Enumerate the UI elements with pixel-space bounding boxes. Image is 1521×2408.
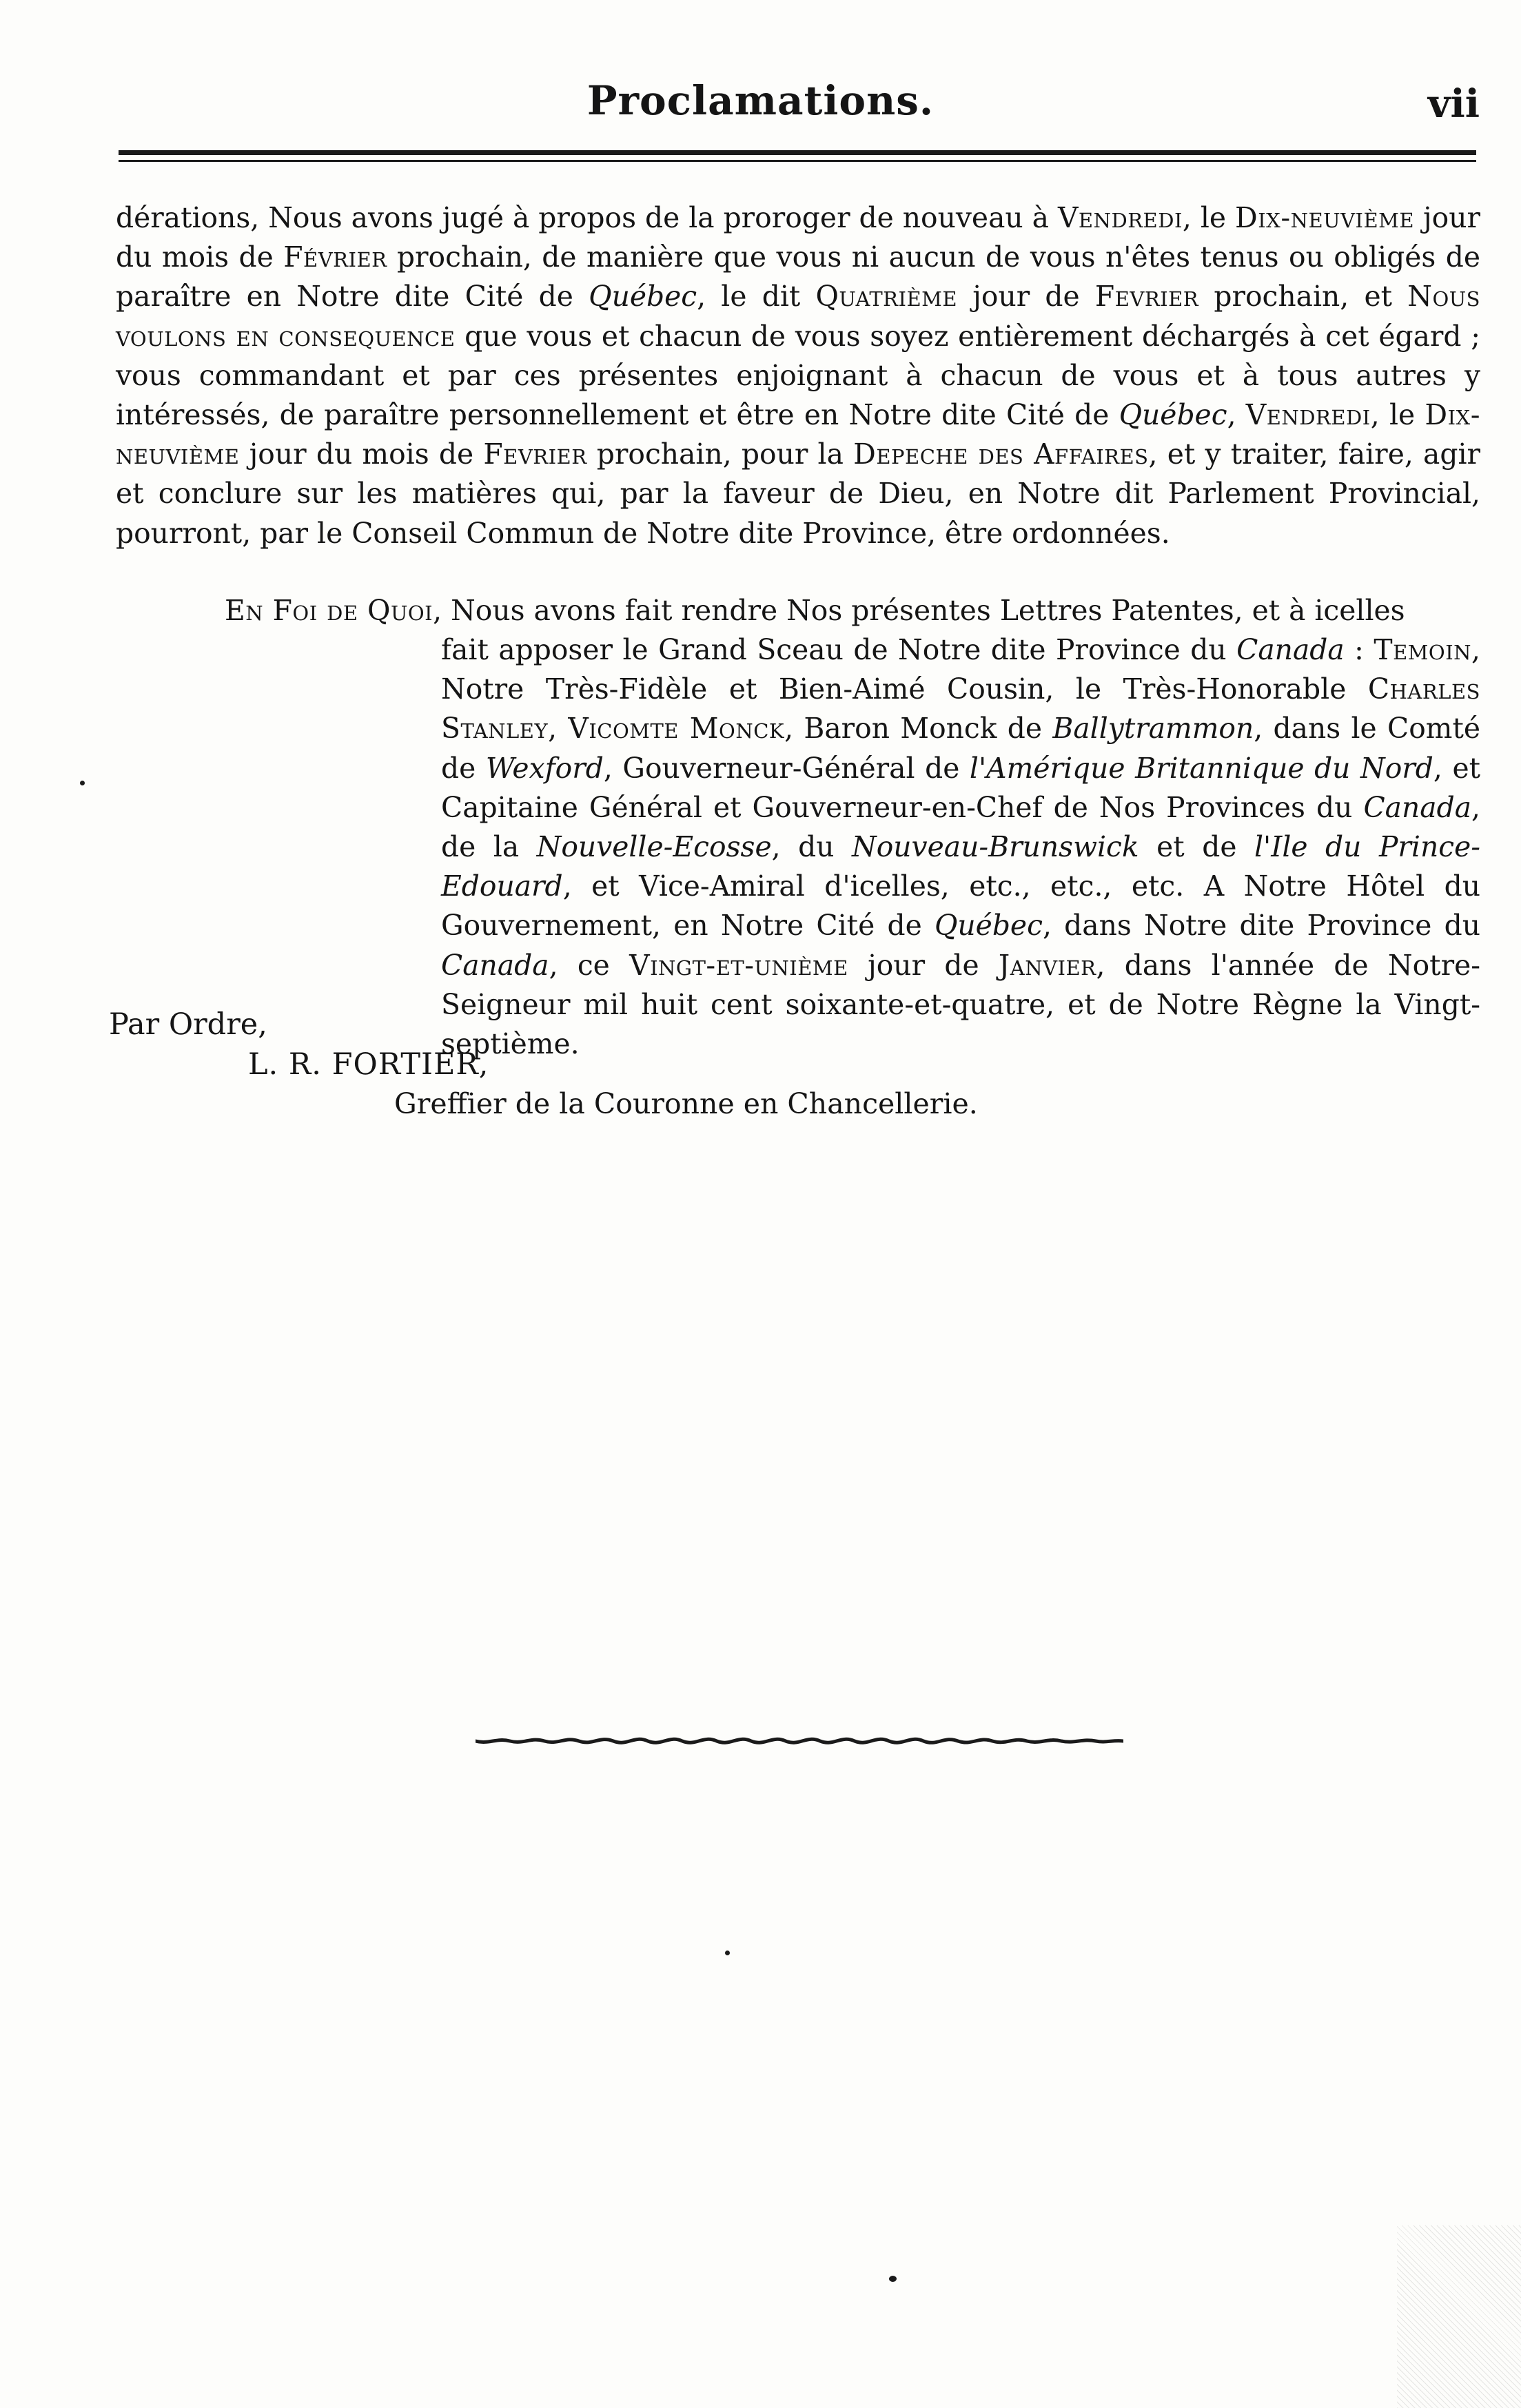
text-run: : bbox=[1344, 633, 1374, 666]
text-run: , et y traiter, faire, agir et conclure sur les matières qui, par la faveur de Dieu, en Notre dit Parlement Provincial, pourront, par le Conseil Commun de Notre dite Province, être ordonnées. bbox=[116, 438, 1480, 550]
italic-run: l'Amérique Britannique du Nord bbox=[969, 751, 1433, 785]
text-run: jour du mois de bbox=[116, 201, 1480, 274]
text-run: et de bbox=[1139, 830, 1254, 864]
text-run: prochain, de manière que vous ni aucun de vous n'êtes tenus ou obligés de paraître en Notre dite Cité de bbox=[116, 240, 1480, 313]
small-caps-run: Fevrier bbox=[483, 438, 587, 471]
text-run: , le dit bbox=[697, 280, 816, 313]
small-caps-run: Dix-neuvième bbox=[116, 398, 1480, 471]
italic-run: Wexford bbox=[485, 751, 604, 785]
text-run: , Baron Monck de bbox=[784, 712, 1053, 745]
text-run: , et Capitaine Général et Gouverneur-en-Chef de Nos Provinces du bbox=[441, 751, 1480, 824]
small-caps-run: Quatrième bbox=[815, 280, 958, 313]
signatory-name: L. R. FORTIER, bbox=[248, 1047, 489, 1082]
text-run: , Notre Très-Fidèle et Bien-Aimé Cousin, le Très-Honorable bbox=[441, 633, 1481, 706]
text-run: , Gouverneur-Général de bbox=[603, 751, 970, 785]
page-number: vii bbox=[1427, 81, 1480, 127]
small-caps-run: Depeche des Affaires bbox=[853, 438, 1149, 471]
header-rule-thin bbox=[119, 160, 1476, 162]
italic-run: Nouveau-Brunswick bbox=[852, 830, 1139, 864]
text-run: dérations, Nous avons jugé à propos de la proroger de nouveau à bbox=[116, 201, 1058, 234]
par-ordre: Par Ordre, bbox=[109, 1007, 267, 1042]
italic-run: Nouvelle-Ecosse bbox=[536, 830, 772, 864]
text-run: jour de bbox=[957, 280, 1095, 313]
attestation-body bbox=[441, 630, 1480, 1064]
text-run: , bbox=[1227, 398, 1246, 432]
scan-noise bbox=[1397, 2225, 1521, 2408]
small-caps-run: Vingt-et-unième bbox=[629, 948, 848, 982]
text-run: fait apposer le Grand Sceau de Notre dite Province du bbox=[441, 633, 1237, 666]
text-run: , ce bbox=[549, 948, 630, 982]
text-run: prochain, pour la bbox=[586, 438, 854, 471]
italic-run: Canada bbox=[1236, 633, 1345, 666]
small-caps-run: Dix-neuvième bbox=[1235, 201, 1415, 234]
ink-speck bbox=[725, 1951, 730, 1955]
text-run: jour de bbox=[848, 948, 999, 982]
proclamation-paragraph bbox=[116, 198, 1480, 553]
small-caps-run: Temoin bbox=[1374, 633, 1472, 666]
running-title: Proclamations. bbox=[586, 77, 935, 124]
text-run: , et Vice-Amiral d'icelles, etc., etc., etc. A Notre Hôtel du Gouvernement, en Notre Cité de bbox=[441, 869, 1480, 943]
text-run: prochain, et bbox=[1198, 280, 1408, 313]
ink-speck bbox=[889, 2276, 897, 2282]
signatory-title: Greffier de la Couronne en Chancellerie. bbox=[394, 1087, 978, 1120]
italic-run: Ballytrammon bbox=[1052, 712, 1254, 745]
text-run: , dans l'année de Notre-Seigneur mil huit cent soixante-et-quatre, et de Notre Règne la Vingt-septième. bbox=[441, 948, 1480, 1061]
small-caps-run: Février bbox=[283, 240, 387, 274]
text-run: , le bbox=[1370, 398, 1425, 432]
header-double-rule bbox=[119, 150, 1476, 167]
text-run: , du bbox=[771, 830, 853, 864]
attestation-lead bbox=[225, 591, 1480, 630]
small-caps-run: Nous voulons en consequence bbox=[116, 280, 1481, 353]
text-run: , de la bbox=[441, 790, 1480, 864]
italic-run: Canada bbox=[1363, 790, 1472, 824]
italic-run: l'Ile du Prince-Edouard bbox=[441, 830, 1481, 903]
small-caps-run: Vendredi bbox=[1057, 201, 1183, 234]
small-caps-run: Vendredi bbox=[1245, 398, 1371, 432]
small-caps-run: Janvier bbox=[998, 948, 1096, 982]
text-run: , Nous avons fait rendre Nos présentes Lettres Patentes, et à icelles bbox=[433, 594, 1405, 627]
small-caps-run: En Foi de Quoi bbox=[225, 594, 433, 627]
italic-run: Canada bbox=[441, 948, 549, 982]
text-run: que vous et chacun de vous soyez entièrement déchargés à cet égard ; vous commandant et par ces présentes enjoignant à chacun de vous et à tous autres y intéressés, de paraître personnellement et être en Notre dite Cité de bbox=[116, 319, 1480, 432]
text-run: , le bbox=[1182, 201, 1236, 234]
italic-run: Québec bbox=[1119, 398, 1227, 432]
italic-run: Québec bbox=[589, 280, 697, 313]
small-caps-run: Charles Stanley, Vicomte Monck bbox=[441, 672, 1480, 745]
small-caps-run: Fevrier bbox=[1094, 280, 1199, 313]
text-run: , dans Notre dite Province du bbox=[1042, 909, 1480, 943]
text-run: jour du mois de bbox=[239, 438, 484, 471]
ink-speck bbox=[80, 781, 85, 785]
ornamental-rule bbox=[476, 1724, 1123, 1758]
italic-run: Québec bbox=[934, 909, 1043, 943]
header-rule-thick bbox=[119, 150, 1476, 155]
text-run: , dans le Comté de bbox=[441, 712, 1481, 785]
